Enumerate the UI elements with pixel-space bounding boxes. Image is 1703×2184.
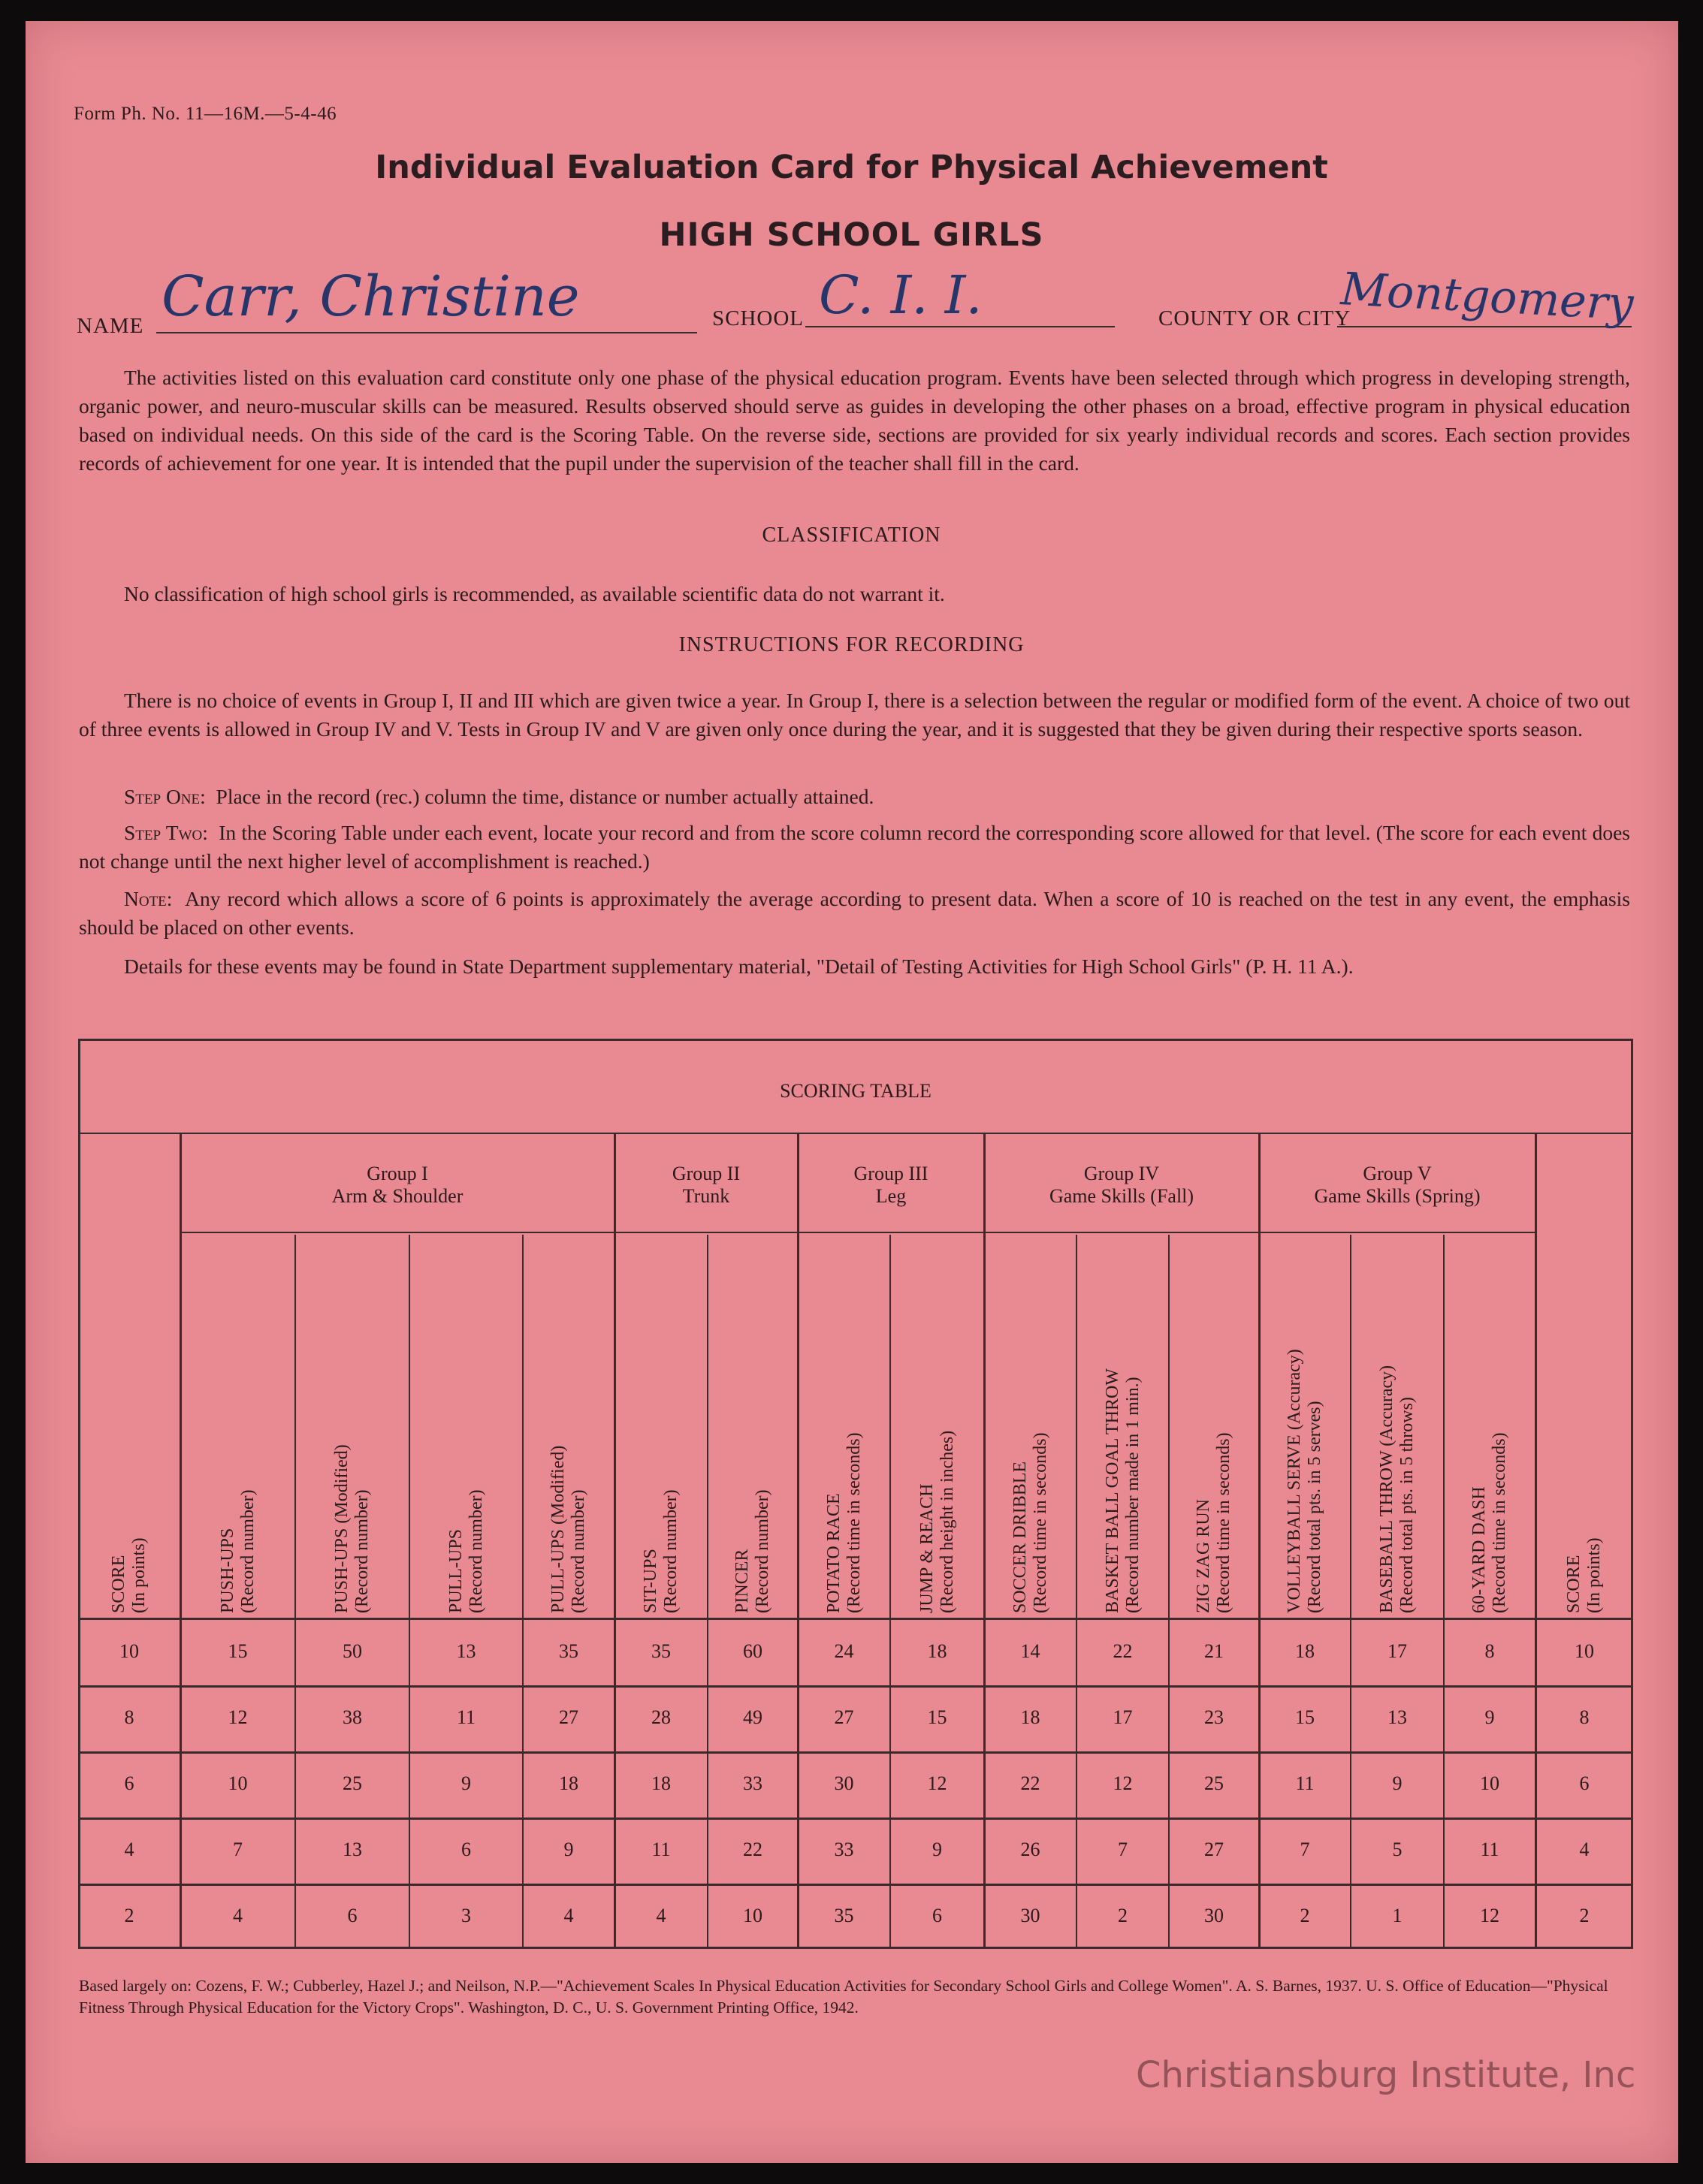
column-header-label bbox=[109, 1537, 149, 1613]
column-header bbox=[409, 1235, 523, 1619]
column-name: SCORE bbox=[1564, 1555, 1584, 1613]
table-cell: 12 bbox=[927, 1772, 947, 1794]
column-header-label bbox=[1564, 1537, 1605, 1613]
step-two-label: Step Two: bbox=[124, 821, 208, 844]
table-cell: 6 bbox=[932, 1905, 942, 1926]
table-cell: 18 bbox=[651, 1772, 671, 1794]
form-number: Form Ph. No. 11—16M.—5-4-46 bbox=[74, 104, 337, 124]
table-title-rule bbox=[78, 1133, 1633, 1134]
column-header bbox=[1444, 1235, 1535, 1619]
score-cell: 6 bbox=[124, 1772, 134, 1794]
column-unit: (Record time in seconds) bbox=[1030, 1432, 1050, 1613]
table-cell: 6 bbox=[347, 1905, 358, 1926]
table-cell: 10 bbox=[1480, 1772, 1499, 1794]
card-subtitle: HIGH SCHOOL GIRLS bbox=[659, 216, 1044, 254]
school-underline bbox=[805, 326, 1115, 327]
table-cell: 11 bbox=[1480, 1839, 1499, 1860]
group-subtitle: Trunk bbox=[682, 1185, 730, 1207]
table-cell: 33 bbox=[834, 1839, 854, 1860]
column-name: BASKET BALL GOAL THROW bbox=[1102, 1368, 1122, 1613]
score-cell: 2 bbox=[1579, 1905, 1590, 1926]
table-cell: 10 bbox=[228, 1772, 248, 1794]
column-name: SCORE bbox=[109, 1555, 128, 1613]
table-cell: 18 bbox=[1020, 1706, 1040, 1728]
table-cell: 9 bbox=[932, 1839, 942, 1860]
table-cell: 15 bbox=[1295, 1706, 1315, 1728]
card-title: Individual Evaluation Card for Physical Achievement bbox=[375, 149, 1328, 186]
column-header bbox=[614, 1235, 708, 1619]
column-header bbox=[890, 1235, 984, 1619]
group-header bbox=[984, 1163, 1259, 1208]
column-header-label bbox=[917, 1431, 958, 1613]
column-unit: (Record number) bbox=[237, 1489, 258, 1613]
column-name: PUSH-UPS (Modified) bbox=[332, 1444, 352, 1613]
column-header-label bbox=[1194, 1432, 1234, 1613]
step-two bbox=[79, 819, 1630, 876]
table-cell: 17 bbox=[1113, 1706, 1133, 1728]
table-cell: 13 bbox=[1387, 1706, 1407, 1728]
table-cell: 60 bbox=[743, 1640, 762, 1662]
table-cell: 26 bbox=[1020, 1839, 1040, 1860]
column-header bbox=[295, 1235, 409, 1619]
column-unit: (Record total pts. in 5 serves) bbox=[1305, 1401, 1324, 1613]
group-subtitle: Arm & Shoulder bbox=[331, 1185, 463, 1207]
group-name: Group II bbox=[672, 1163, 741, 1184]
name-underline bbox=[156, 332, 697, 333]
table-cell: 4 bbox=[233, 1905, 243, 1926]
table-cell: 11 bbox=[456, 1706, 476, 1728]
column-name: VOLLEYBALL SERVE (Accuracy) bbox=[1285, 1349, 1304, 1613]
group-name: Group III bbox=[853, 1163, 928, 1184]
column-unit: (Record total pts. in 5 throws) bbox=[1397, 1397, 1417, 1613]
table-cell: 12 bbox=[1480, 1905, 1499, 1926]
school-label: SCHOOL bbox=[712, 306, 805, 330]
table-cell: 17 bbox=[1387, 1640, 1407, 1662]
table-cell: 50 bbox=[343, 1640, 362, 1662]
group-subtitle: Game Skills (Fall) bbox=[1049, 1185, 1194, 1207]
score-cell: 10 bbox=[119, 1640, 139, 1662]
column-unit: (Record number made in 1 min.) bbox=[1122, 1377, 1143, 1613]
table-cell: 2 bbox=[1118, 1905, 1128, 1926]
table-cell: 35 bbox=[834, 1905, 854, 1926]
table-cell: 3 bbox=[461, 1905, 471, 1926]
table-cell: 38 bbox=[343, 1706, 362, 1728]
row-rule bbox=[78, 1884, 1633, 1886]
column-header bbox=[798, 1235, 890, 1619]
table-cell: 49 bbox=[743, 1706, 762, 1728]
group-header bbox=[798, 1163, 984, 1208]
table-cell: 23 bbox=[1204, 1706, 1224, 1728]
table-cell: 18 bbox=[1295, 1640, 1315, 1662]
score-cell: 6 bbox=[1579, 1772, 1590, 1794]
table-cell: 11 bbox=[1295, 1772, 1315, 1794]
group-name: Group IV bbox=[1083, 1163, 1160, 1184]
column-name: BASEBALL THROW (Accuracy) bbox=[1377, 1365, 1397, 1613]
table-cell: 24 bbox=[834, 1640, 854, 1662]
table-cell: 9 bbox=[563, 1839, 574, 1860]
table-cell: 7 bbox=[1300, 1839, 1310, 1860]
step-two-text: In the Scoring Table under each event, locate your record and from the score column record the corresponding score allowed for that level. (The score for each event does not change until the next higher level of accomplishment is reached.) bbox=[79, 821, 1631, 873]
column-unit: (Record time in seconds) bbox=[844, 1432, 864, 1613]
table-cell: 12 bbox=[228, 1706, 248, 1728]
table-cell: 33 bbox=[743, 1772, 762, 1794]
table-cell: 30 bbox=[1204, 1905, 1224, 1926]
table-cell: 10 bbox=[743, 1905, 762, 1926]
column-unit: (Record number) bbox=[569, 1489, 588, 1613]
column-unit: (Record time in seconds) bbox=[1214, 1432, 1233, 1613]
column-name: SIT-UPS bbox=[641, 1549, 660, 1613]
table-cell: 4 bbox=[656, 1905, 666, 1926]
score-cell: 2 bbox=[124, 1905, 134, 1926]
step-one-text: Place in the record (rec.) column the time, distance or number actually attained. bbox=[216, 785, 874, 808]
column-name: PULL-UPS bbox=[445, 1528, 466, 1613]
classification-text: No classification of high school girls is recommended, as available scientific data do not warrant it. bbox=[124, 582, 945, 605]
group-subtitle: Leg bbox=[875, 1185, 907, 1207]
column-name: 60-YARD DASH bbox=[1469, 1486, 1489, 1613]
step-one-label: Step One: bbox=[124, 785, 206, 808]
instructions-heading: INSTRUCTIONS FOR RECORDING bbox=[678, 633, 1025, 656]
table-cell: 27 bbox=[834, 1706, 854, 1728]
school-value: C. I. I. bbox=[819, 264, 983, 326]
column-header bbox=[1259, 1235, 1351, 1619]
county-value: Montgomery bbox=[1339, 263, 1635, 331]
table-cell: 2 bbox=[1300, 1905, 1310, 1926]
column-name: JUMP & REACH bbox=[916, 1483, 937, 1613]
column-header bbox=[1535, 1235, 1633, 1619]
table-cell: 9 bbox=[1392, 1772, 1403, 1794]
table-cell: 21 bbox=[1204, 1640, 1224, 1662]
column-name: SOCCER DRIBBLE bbox=[1010, 1461, 1030, 1613]
column-unit: (In points) bbox=[1584, 1537, 1604, 1613]
column-header bbox=[180, 1235, 295, 1619]
group-header bbox=[614, 1163, 798, 1208]
column-header-label bbox=[824, 1432, 865, 1613]
details-paragraph: Details for these events may be found in State Department supplementary material, "Detail of Testing Activities for High School Girls" (P. H. 11 A.). bbox=[124, 955, 1354, 978]
table-cell: 13 bbox=[343, 1839, 362, 1860]
score-cell: 8 bbox=[124, 1706, 134, 1728]
score-cell: 10 bbox=[1575, 1640, 1594, 1662]
classification-heading: CLASSIFICATION bbox=[762, 523, 941, 547]
column-header-label bbox=[732, 1489, 773, 1613]
table-cell: 5 bbox=[1392, 1839, 1403, 1860]
column-header bbox=[1351, 1235, 1444, 1619]
group-name: Group I bbox=[367, 1163, 428, 1184]
table-cell: 4 bbox=[563, 1905, 574, 1926]
table-cell: 25 bbox=[343, 1772, 362, 1794]
column-header bbox=[78, 1235, 180, 1619]
row-rule bbox=[78, 1685, 1633, 1688]
column-unit: (Record number) bbox=[661, 1489, 681, 1613]
column-name: ZIG ZAG RUN bbox=[1194, 1499, 1213, 1613]
name-value: Carr, Christine bbox=[162, 264, 580, 329]
table-cell: 22 bbox=[743, 1839, 762, 1860]
table-cell: 18 bbox=[927, 1640, 947, 1662]
table-cell: 27 bbox=[1204, 1839, 1224, 1860]
column-header-label bbox=[641, 1489, 681, 1613]
table-cell: 18 bbox=[559, 1772, 578, 1794]
table-cell: 35 bbox=[651, 1640, 671, 1662]
instructions-paragraph: There is no choice of events in Group I, II and III which are given twice a year. In Group I, there is a selection between the regular or modified form of the event. A choice of two out of three events is allowed in Group IV and V. Tests in Group IV and V are given only once during the year, and it is suggested that they be given during their respective sports season. bbox=[79, 689, 1630, 741]
table-cell: 6 bbox=[461, 1839, 471, 1860]
note-label: Note: bbox=[124, 887, 173, 910]
column-header-label bbox=[1377, 1365, 1418, 1613]
column-unit: (Record number) bbox=[352, 1489, 372, 1613]
column-header-label bbox=[446, 1489, 487, 1613]
name-label: NAME bbox=[77, 314, 144, 338]
table-cell: 28 bbox=[651, 1706, 671, 1728]
table-cell: 9 bbox=[1484, 1706, 1495, 1728]
table-cell: 25 bbox=[1204, 1772, 1224, 1794]
column-header bbox=[708, 1235, 798, 1619]
note bbox=[79, 885, 1630, 942]
table-cell: 22 bbox=[1020, 1772, 1040, 1794]
table-cell: 7 bbox=[1118, 1839, 1128, 1860]
column-header bbox=[1076, 1235, 1169, 1619]
table-cell: 7 bbox=[233, 1839, 243, 1860]
table-cell: 15 bbox=[228, 1640, 248, 1662]
score-cell: 4 bbox=[1579, 1839, 1590, 1860]
column-header-label bbox=[332, 1444, 373, 1613]
column-unit: (Record number) bbox=[753, 1489, 772, 1613]
row-rule bbox=[78, 1817, 1633, 1820]
table-cell: 9 bbox=[461, 1772, 471, 1794]
table-cell: 22 bbox=[1113, 1640, 1133, 1662]
column-header-label bbox=[1103, 1368, 1143, 1613]
table-cell: 11 bbox=[651, 1839, 671, 1860]
table-cell: 1 bbox=[1392, 1905, 1403, 1926]
table-cell: 30 bbox=[1020, 1905, 1040, 1926]
group-header bbox=[1259, 1163, 1535, 1208]
column-name: PINCER bbox=[732, 1549, 752, 1613]
group-subtitle: Game Skills (Spring) bbox=[1314, 1185, 1481, 1207]
table-cell: 12 bbox=[1113, 1772, 1133, 1794]
table-cell: 8 bbox=[1484, 1640, 1495, 1662]
footnote: Based largely on: Cozens, F. W.; Cubberley, Hazel J.; and Neilson, N.P.—"Achievement Scales In Physical Education Activities for Secondary School Girls and College Women". A. S. Barnes, 1937. U. S. Office of Education—"Physical Fitness Through Physical Education for the Victory Crops". Washington, D. C., U. S. Government Printing Office, 1942. bbox=[79, 1977, 1608, 2017]
column-header bbox=[984, 1235, 1076, 1619]
column-name: POTATO RACE bbox=[823, 1493, 844, 1613]
table-cell: 14 bbox=[1020, 1640, 1040, 1662]
scoring-table-title: SCORING TABLE bbox=[780, 1080, 932, 1102]
note-text: Any record which allows a score of 6 points is approximately the average according to present data. When a score of 10 is reached on the test in any event, the emphasis should be placed on other events. bbox=[79, 887, 1630, 939]
column-unit: (Record number) bbox=[466, 1489, 486, 1613]
watermark: Christiansburg Institute, Inc bbox=[1136, 2054, 1636, 2096]
column-header-label bbox=[1285, 1349, 1325, 1613]
column-unit: (Record height in inches) bbox=[937, 1430, 957, 1613]
column-unit: (In points) bbox=[129, 1537, 149, 1613]
column-header bbox=[523, 1235, 614, 1619]
group-header-rule bbox=[180, 1232, 1535, 1233]
column-name: PUSH-UPS bbox=[217, 1528, 237, 1613]
column-header-label bbox=[1010, 1432, 1051, 1613]
intro-paragraph: The activities listed on this evaluation card constitute only one phase of the physical education program. Events have been selected through which progress in developing strength, organic power, and neuro-muscular skills can be measured. Results observed should serve as guides in developing the other phases on a broad, effective program in physical education based on individual needs. On this side of the card is the Scoring Table. On the reverse side, sections are provided for six yearly individual records and scores. Each section provides records of achievement for one year. It is intended that the pupil under the supervision of the teacher shall fill in the card. bbox=[79, 366, 1630, 475]
group-name: Group V bbox=[1363, 1163, 1432, 1184]
column-header-label bbox=[548, 1446, 589, 1613]
table-cell: 30 bbox=[834, 1772, 854, 1794]
column-name: PULL-UPS (Modified) bbox=[548, 1445, 568, 1613]
table-cell: 35 bbox=[559, 1640, 578, 1662]
column-unit: (Record time in seconds) bbox=[1490, 1432, 1509, 1613]
column-header-label bbox=[218, 1489, 258, 1613]
table-cell: 13 bbox=[456, 1640, 476, 1662]
table-cell: 15 bbox=[927, 1706, 947, 1728]
county-label: COUNTY OR CITY bbox=[1158, 306, 1351, 330]
group-header bbox=[180, 1163, 614, 1208]
step-one bbox=[79, 783, 1630, 811]
score-cell: 8 bbox=[1579, 1706, 1590, 1728]
score-cell: 4 bbox=[124, 1839, 134, 1860]
table-cell: 27 bbox=[559, 1706, 578, 1728]
column-header-label bbox=[1469, 1432, 1510, 1613]
column-header bbox=[1169, 1235, 1259, 1619]
row-rule bbox=[78, 1751, 1633, 1754]
